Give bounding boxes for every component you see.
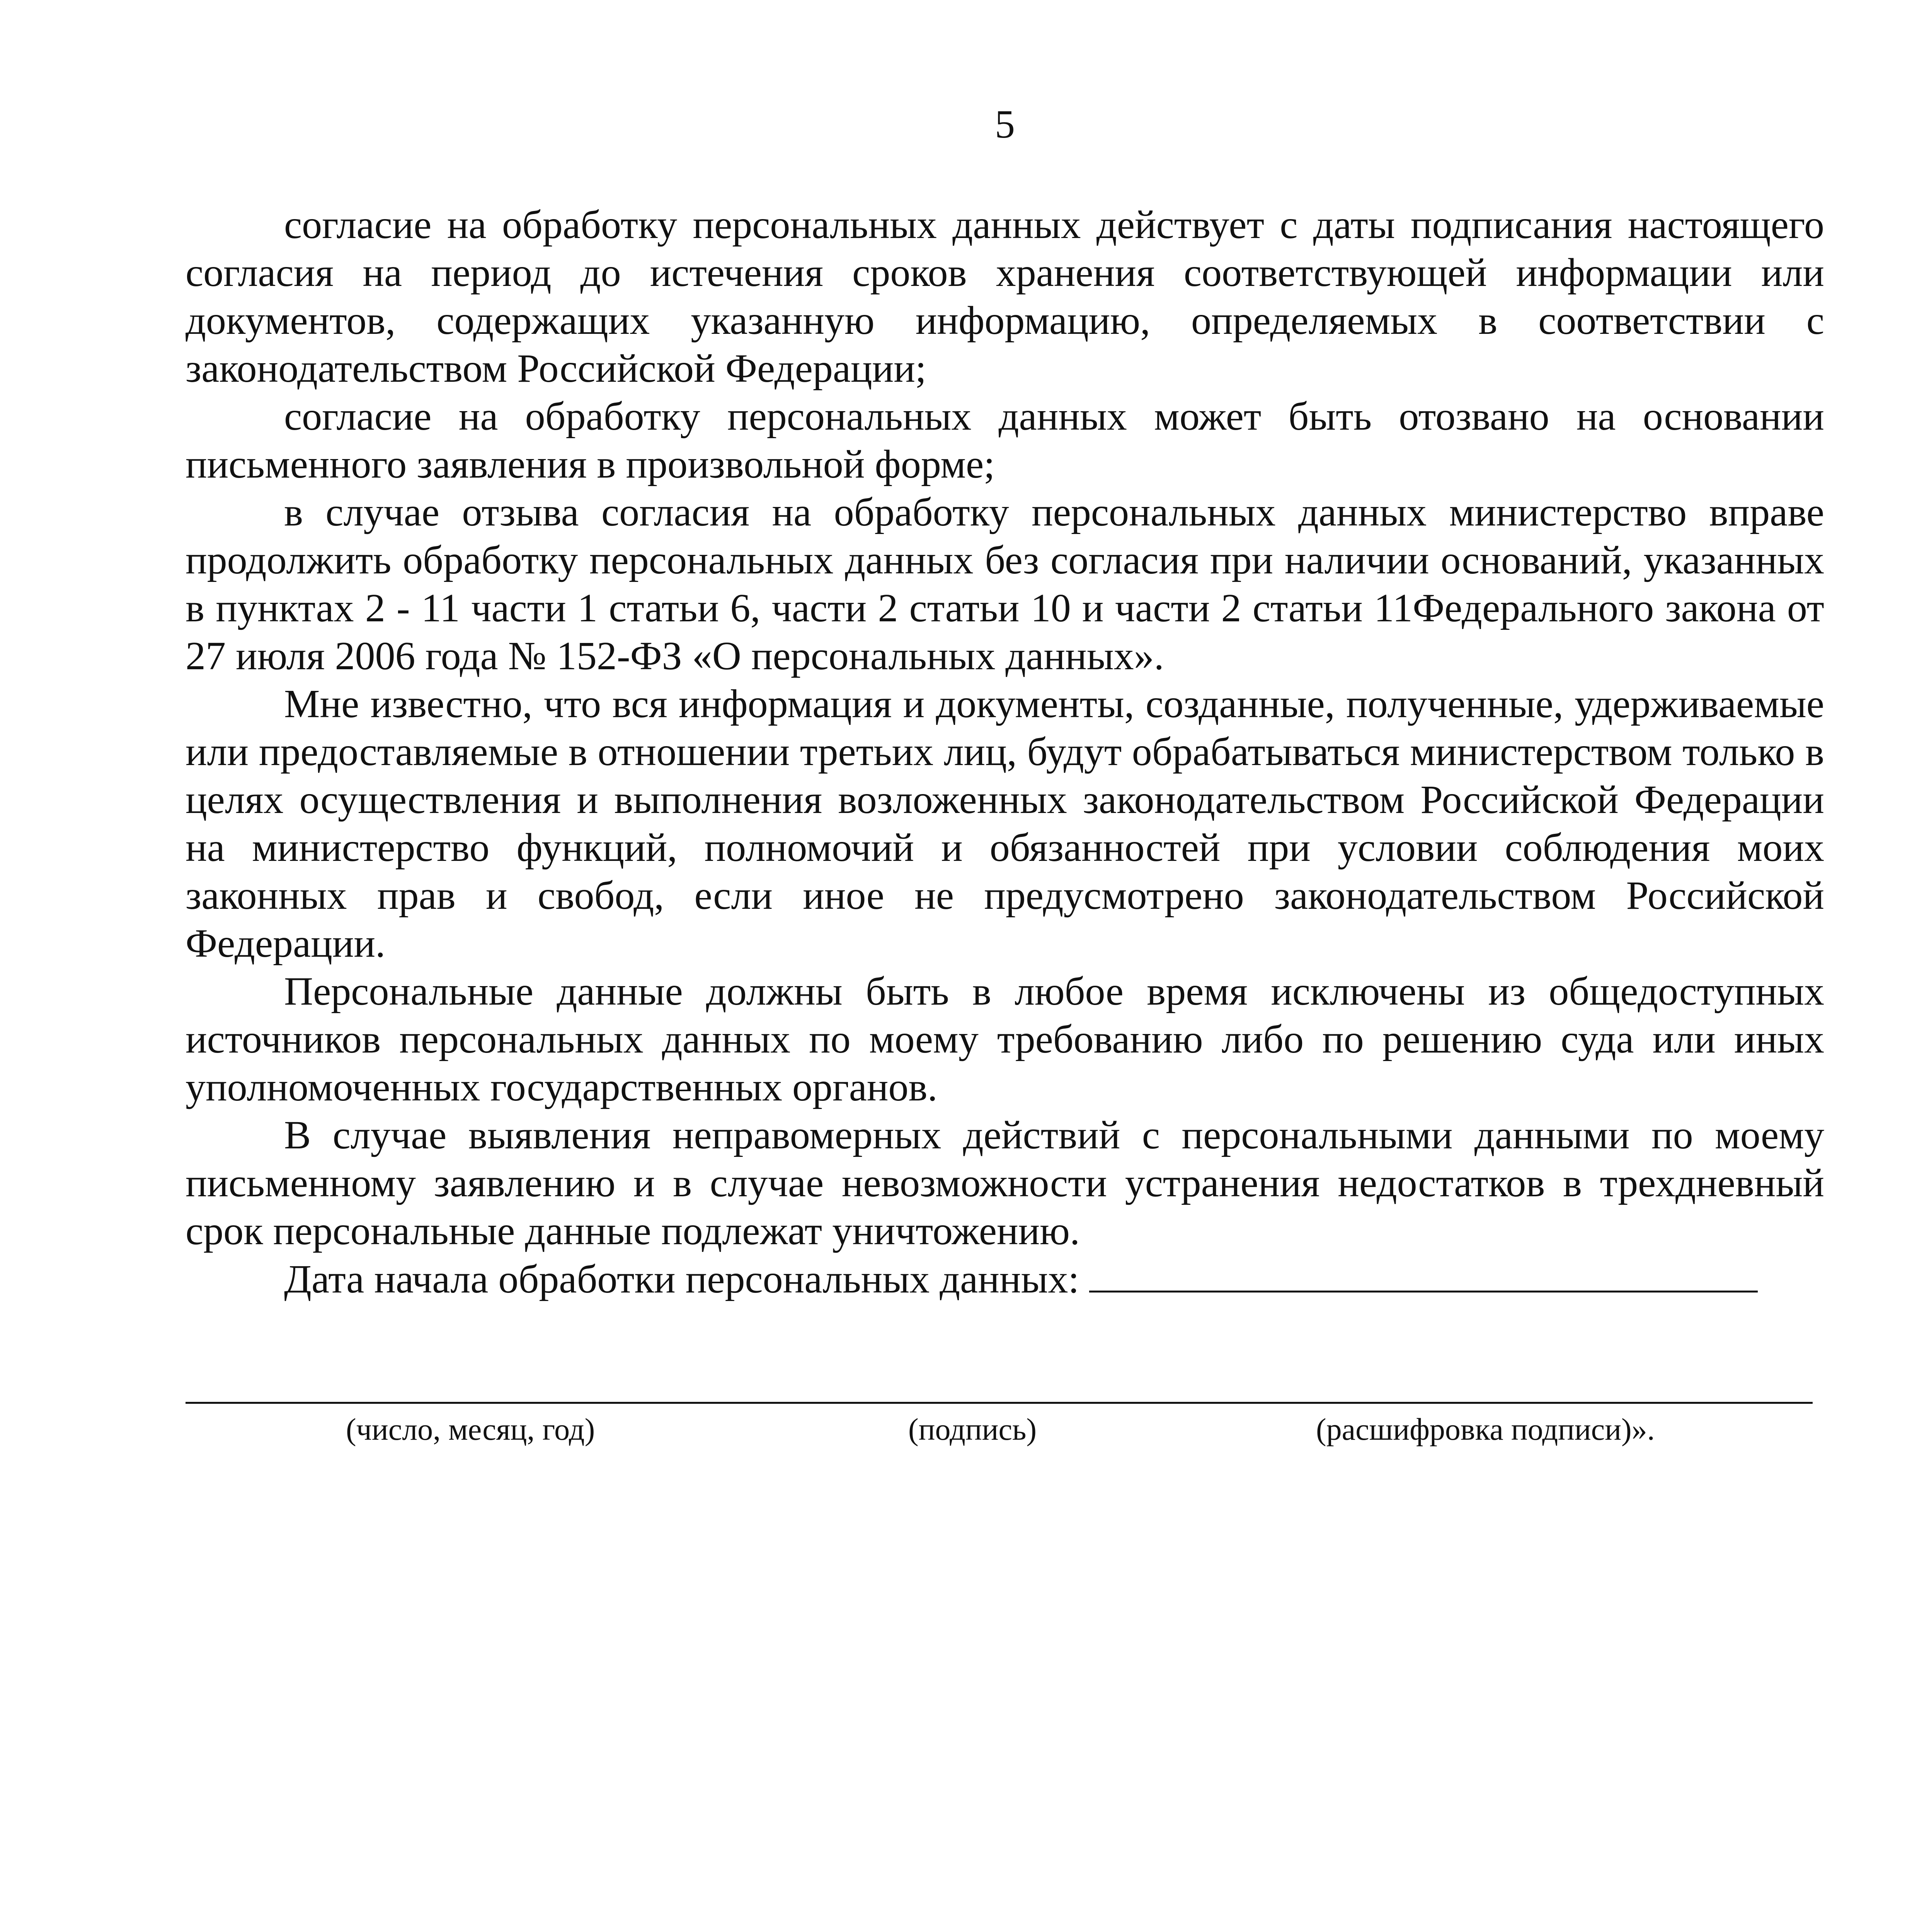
- paragraph-revocation-processing: в случае отзыва согласия на обработку персональных данных министерство вправе продолжить обработку персональных данных без согласия при наличии оснований, указанных в пунктах 2 - 11 части 1 статьи 6, части 2 статьи 10 и части 2 статьи 11Федерального закона от 27 июля 2006 года № 152-ФЗ «О персональных данных».: [186, 490, 1824, 678]
- signature-line: [186, 1402, 1813, 1404]
- paragraph-consent-revocation: согласие на обработку персональных данных может быть отозвано на основании письменного заявления в произвольной форме;: [186, 394, 1824, 486]
- paragraph-third-parties: Мне известно, что вся информация и документы, созданные, полученные, удерживаемые или предоставляемые в отношении третьих лиц, будут обрабатываться министерством только в целях осуществления и выполнения возложенных законодательством Российской Федерации на министерство функций, полномочий и обязанностей при условии соблюдения моих законных прав и свобод, если иное не предусмотрено законодательством Российской Федерации.: [186, 682, 1824, 966]
- caption-signature: (подпись): [908, 1413, 1037, 1447]
- start-date-line: [186, 1255, 1824, 1303]
- paragraph-consent-validity: согласие на обработку персональных данных действует с даты подписания настоящего согласия на период до истечения сроков хранения соответствующей информации или документов, содержащих указанную информацию, определяемых в соответствии с законодательством Российской Федерации;: [186, 202, 1824, 391]
- paragraph-public-sources: Персональные данные должны быть в любое время исключены из общедоступных источников персональных данных по моему требованию либо по решению суда или иных уполномоченных государственных органов.: [186, 969, 1824, 1109]
- paragraph-destruction: В случае выявления неправомерных действий с персональными данными по моему письменному заявлению и в случае невозможности устранения недостатков в трехдневный срок персональные данные подлежат уничтожению.: [186, 1113, 1824, 1253]
- start-date-blank: [1089, 1255, 1758, 1293]
- document-body: [186, 201, 1824, 1303]
- caption-signature-decoding: (расшифровка подписи)».: [1316, 1413, 1655, 1447]
- caption-date: (число, месяц, год): [346, 1413, 595, 1447]
- start-date-label: Дата начала обработки персональных данных:: [284, 1257, 1079, 1301]
- page-number: 5: [995, 102, 1015, 146]
